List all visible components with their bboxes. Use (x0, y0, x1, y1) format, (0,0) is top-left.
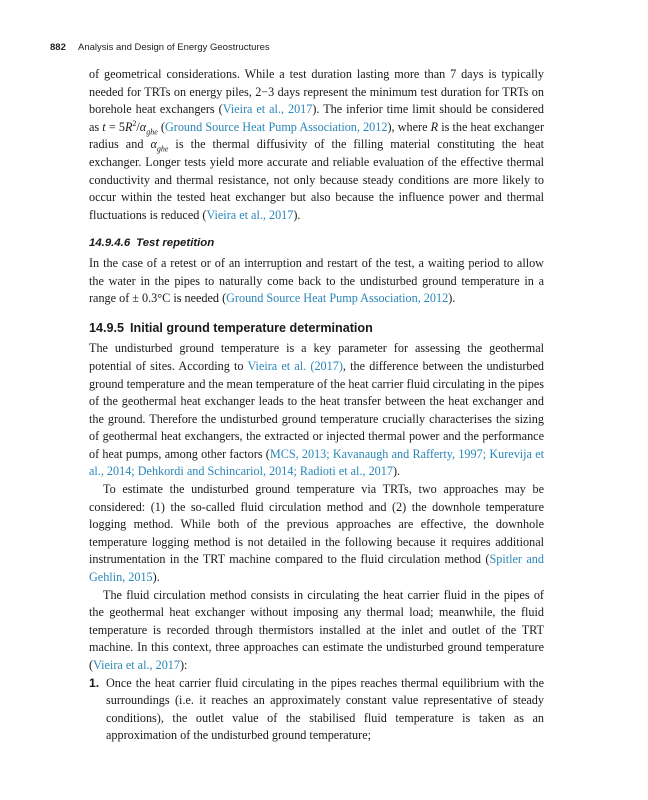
formula-slash: / (136, 119, 140, 134)
text-span: ). (448, 291, 456, 306)
list-text: Once the heat carrier fluid circulating in the pipes reaches thermal equilibrium with the surroundings (i.e. it reaches an approximately constant value representative of steady conditions), the outlet value of the stabilised fluid temperature is taken as an approximation of the undisturbed ground temperature; (106, 675, 544, 743)
section-heading (89, 320, 544, 338)
text-span: In the case of a retest or of an interruption and restart of the test, a waiting period to allow the water in the pipes to naturally come back to the undisturbed ground temperature in a range of ± 0.3°C is needed ( (89, 255, 544, 306)
page-number: 882 (50, 42, 66, 53)
list-item (89, 675, 544, 745)
formula-eq: = 5 (105, 119, 125, 134)
citation-link[interactable]: Ground Source Heat Pump Association, 2012 (164, 119, 388, 134)
var-alpha: α (139, 119, 147, 134)
formula-exponent: 2 (132, 118, 137, 128)
text-span: ), where (387, 119, 431, 134)
heading-number: 14.9.4.6 (89, 237, 131, 250)
text-span: ). (293, 207, 301, 222)
numbered-list (89, 675, 544, 745)
citation-link[interactable]: Vieira et al., 2017 (93, 658, 180, 672)
citation-link[interactable]: Vieira et al. (2017) (247, 358, 343, 373)
paragraph-continuation (89, 66, 544, 224)
text-span: ). (152, 570, 160, 585)
text-span: of geometrical considerations. While a test duration lasting more than 7 days is typically needed for TRTs on energy piles, 2−3 days represent the minimum test duration for TRTs on borehole heat exchangers ( (89, 67, 544, 117)
paragraph (89, 255, 544, 308)
running-title: Analysis and Design of Energy Geostructures (77, 42, 270, 53)
body-text (89, 66, 544, 745)
citation-link[interactable]: Spitler and Gehlin, 2015 (89, 552, 544, 585)
var-t: t (102, 119, 106, 134)
citation-link[interactable]: Ground Source Heat Pump Association, 2012 (226, 291, 449, 306)
citation-link[interactable]: MCS, 2013; Kavanaugh and Rafferty, 1997; Kurevija et al., 2014; Dehkordi and Schincariol, 2014; Radioti et al., 2017 (89, 446, 544, 479)
running-header (50, 42, 270, 53)
heading-title: Test repetition (136, 237, 215, 250)
text-span: To estimate the undisturbed ground temperature via TRTs, two approaches may be considered: (1) the so-called fluid circulation method and (2) the downhole temperature logging method. While both of the previous approaches are effective, the downhole temperature logging method is not detailed in the following because it requires additional instrumentation in the TRT machine compared to the fluid circulation method ( (89, 482, 544, 567)
var-R: R (124, 119, 133, 134)
formula-time-limit (102, 118, 158, 137)
text-span: , the difference between the undisturbed ground temperature and the mean temperature of the heat carrier fluid circulating in the pipes of the geothermal heat exchanger leads to the heat transfer between the heat exchanger and the ground. Therefore the undisturbed ground temperature crucially characterises the sizing of geothermal heat exchangers, the extracted or injected thermal power and the performance of heat pumps, among other factors ( (89, 358, 544, 461)
var-R: R (430, 119, 439, 134)
paragraph (89, 340, 544, 481)
list-number: 1. (89, 675, 100, 690)
paragraph (89, 481, 544, 587)
text-span: ( (157, 119, 165, 134)
heading-number: 14.9.5 (89, 320, 125, 335)
subsection-heading (89, 235, 544, 253)
citation-link[interactable]: Vieira et al., 2017 (222, 102, 313, 117)
paragraph (89, 587, 544, 675)
formula-subscript: ghe (146, 127, 158, 137)
text-span: ): (179, 658, 188, 672)
text-span: is the heat exchanger radius and (89, 119, 545, 152)
heading-title: Initial ground temperature determination (130, 320, 373, 335)
citation-link[interactable]: Vieira et al., 2017 (206, 207, 294, 222)
text-span: The undisturbed ground temperature is a key parameter for assessing the geothermal potential of sites. According to (89, 341, 544, 373)
text-span: ). The inferior time limit should be considered as (89, 102, 544, 134)
text-span: The fluid circulation method consists in circulating the heat carrier fluid in the pipes of the geothermal heat exchanger without imposing any thermal load; meanwhile, the fluid temperature is recorded through thermistors installed at the inlet and outlet of the TRT machine. In this context, three approaches can estimate the undisturbed ground temperature ( (89, 587, 544, 672)
text-span: is the thermal diffusivity of the filling material constituting the heat exchanger. Longer tests yield more accurate and reliable evaluation of the effective thermal conductivity and thermal resistance, not only because steady conditions are more likely to occur within the tested heat exchanger but also because the influence power and thermal fluctuations is reduced ( (89, 137, 544, 222)
var-subscript: ghe (156, 144, 169, 154)
text-span: ). (392, 464, 401, 479)
var-alpha: α (150, 137, 157, 152)
